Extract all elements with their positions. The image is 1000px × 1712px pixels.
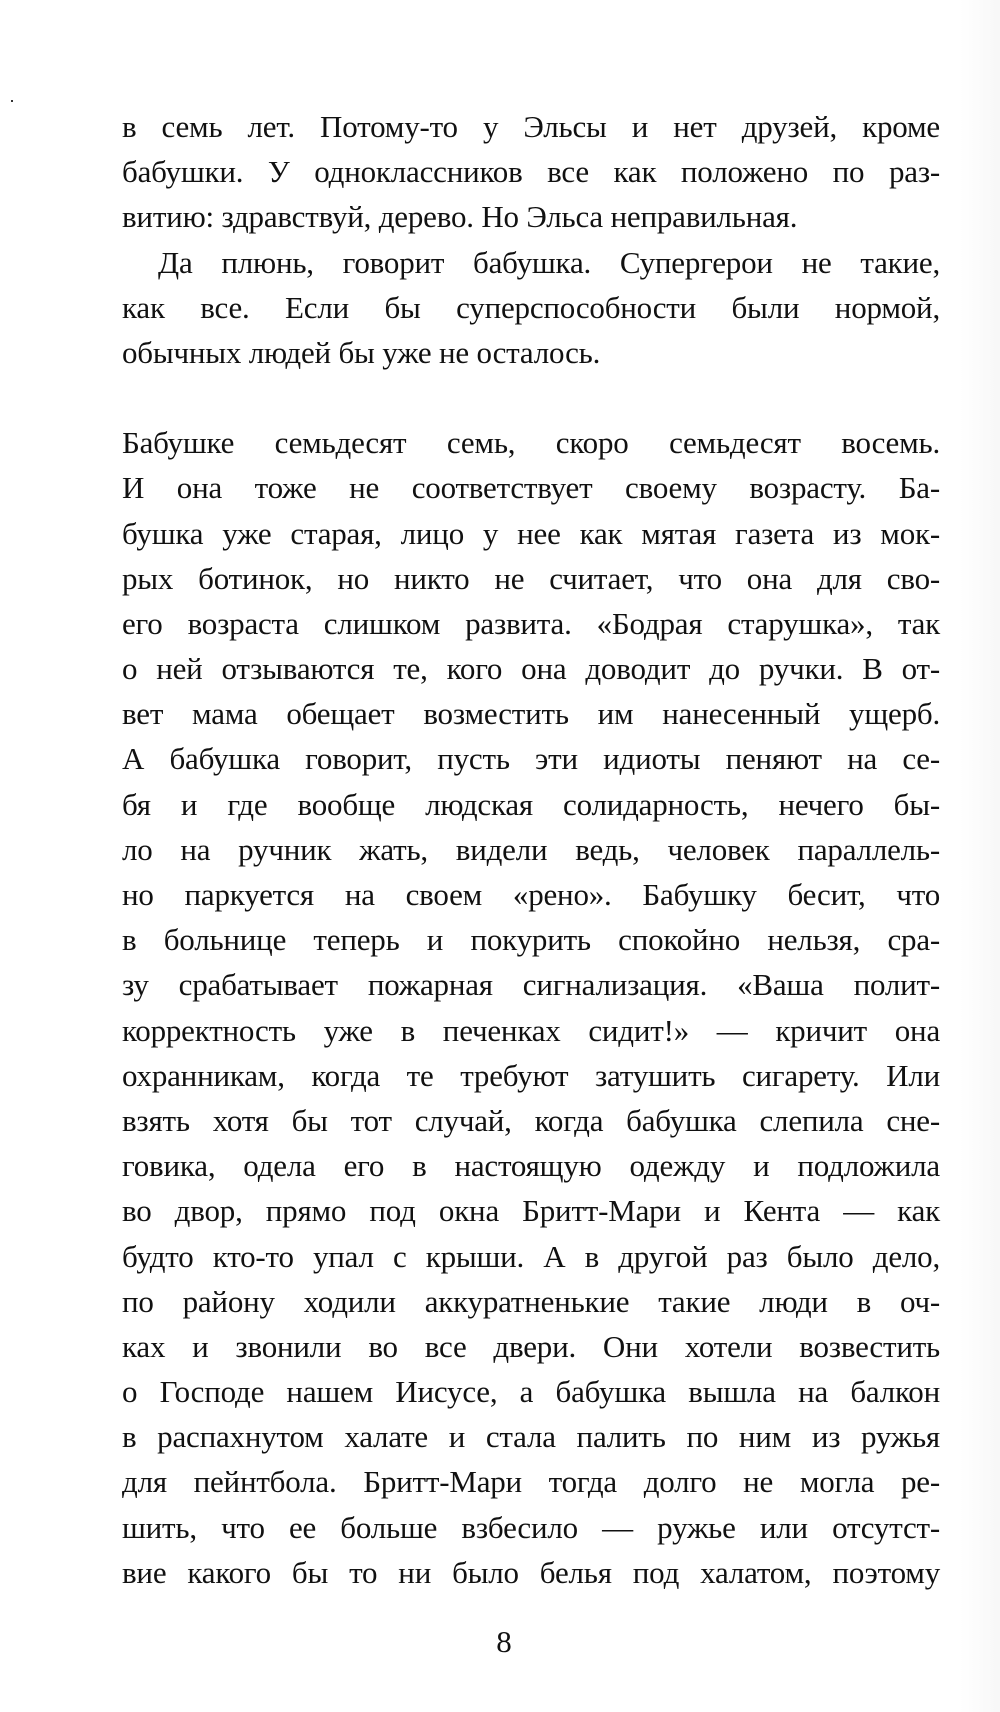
text-line: в семь лет. Потому-то у Эльсы и нет друзей, кроме	[122, 109, 940, 144]
text-line: будто кто-то упал с крыши. А в другой раз было дело,	[122, 1238, 940, 1274]
text-line: его возраста слишком развита. «Бодрая старушка», так	[122, 605, 940, 641]
text-line: обычных людей бы уже не осталось.	[122, 334, 601, 370]
text-line: охранникам, когда те требуют затушить сигарету. Или	[122, 1057, 940, 1093]
text-line: вет мама обещает возместить им нанесенный ущерб.	[122, 696, 940, 732]
text-line: витию: здравствуй, дерево. Но Эльса неправильная.	[122, 199, 798, 235]
text-line: о Господе нашем Иисусе, а бабушка вышла на балкон	[122, 1374, 940, 1410]
paragraph-2	[122, 240, 940, 376]
text-line: А бабушка говорит, пусть эти идиоты пеняют на се-	[122, 741, 940, 777]
text-line: И она тоже не соответствует своему возрасту. Ба-	[122, 470, 940, 506]
body-text	[122, 104, 940, 1595]
section-break	[122, 375, 940, 420]
text-line: по району ходили аккуратненькие такие люди в оч-	[122, 1283, 940, 1319]
text-line: говика, одела его в настоящую одежду и подложила	[122, 1148, 940, 1184]
text-line: в больнице теперь и покурить спокойно нельзя, сра-	[122, 922, 940, 958]
text-line: вие какого бы то ни было белья под халатом, поэтому	[122, 1554, 940, 1590]
text-line: бушка уже старая, лицо у нее как мятая газета из мок-	[122, 515, 940, 551]
text-line: о ней отзываются те, кого она доводит до ручки. В от-	[122, 651, 940, 687]
text-line: взять хотя бы тот случай, когда бабушка слепила сне-	[122, 1102, 940, 1138]
text-line: зу срабатывает пожарная сигнализация. «Ваша полит-	[122, 967, 940, 1003]
text-line: в распахнутом халате и стала палить по ним из ружья	[122, 1419, 940, 1455]
text-line: для пейнтбола. Бритт-Мари тогда долго не могла ре-	[122, 1464, 940, 1500]
paragraph-1	[122, 104, 940, 240]
text-line: во двор, прямо под окна Бритт-Мари и Кента — как	[122, 1193, 940, 1229]
text-line: ках и звонили во все двери. Они хотели возвестить	[122, 1328, 940, 1364]
paragraph-3	[122, 420, 940, 1595]
text-line: ло на ручник жать, видели ведь, человек параллель-	[122, 831, 940, 867]
text-line: как все. Если бы суперспособности были нормой,	[122, 289, 940, 325]
scan-speck	[11, 100, 13, 102]
text-line: бабушки. У одноклассников все как положено по раз-	[122, 154, 940, 190]
text-line: бя и где вообще людская солидарность, нечего бы-	[122, 786, 940, 822]
text-line: но паркуется на своем «рено». Бабушку бесит, что	[122, 877, 940, 912]
text-line: корректность уже в печенках сидит!» — кричит она	[122, 1012, 940, 1048]
text-line: рых ботинок, но никто не считает, что она для сво-	[122, 560, 940, 596]
text-line: Бабушке семьдесят семь, скоро семьдесят восемь.	[122, 425, 940, 461]
page-number: 8	[496, 1624, 512, 1659]
page-edge-shadow	[960, 0, 1000, 1712]
text-line: шить, что ее больше взбесило — ружье или отсутст-	[122, 1509, 940, 1545]
text-line: Да плюнь, говорит бабушка. Супергерои не такие,	[158, 244, 940, 280]
